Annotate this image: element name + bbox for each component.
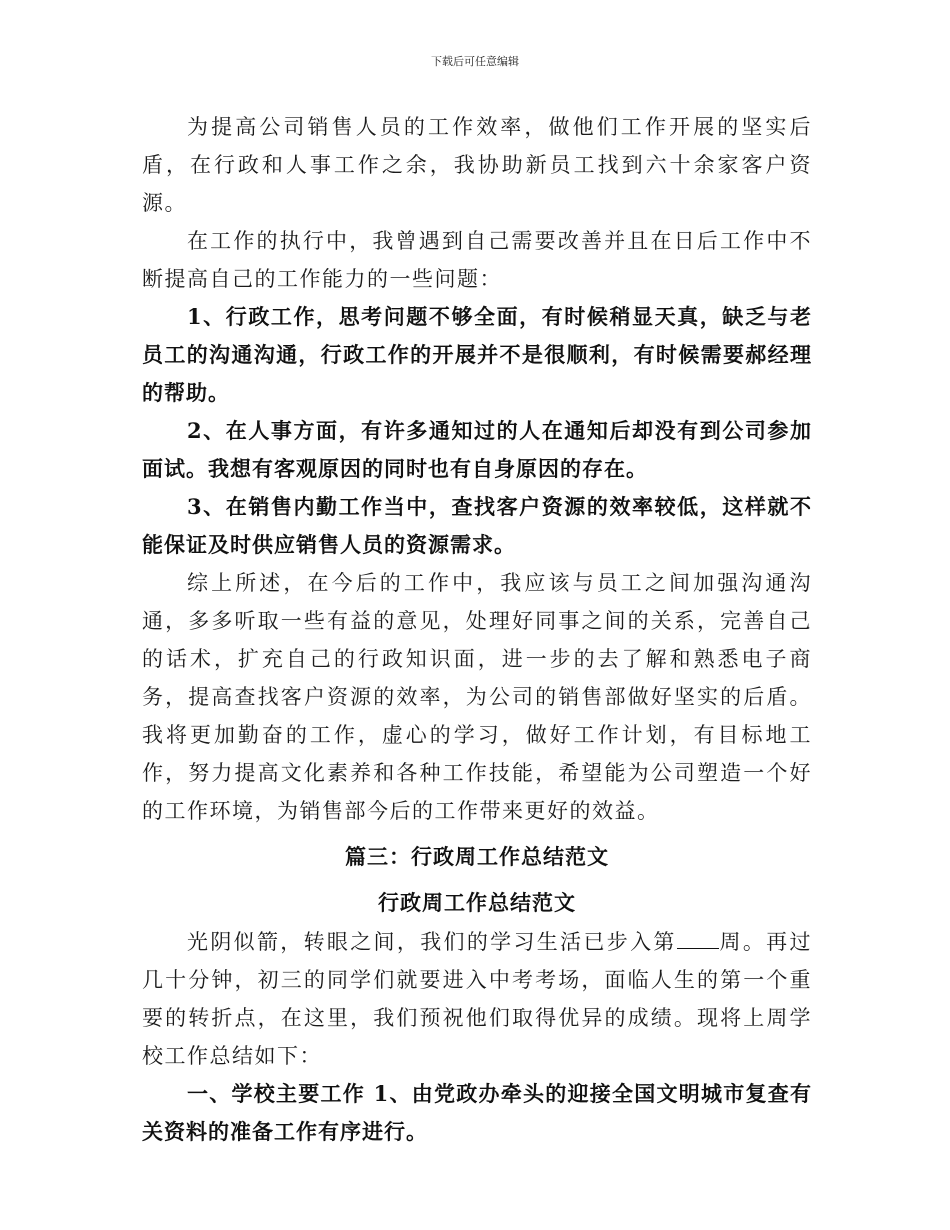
- week-intro-text-end: 周。再过几十分钟，初三的同学们就要进入中考考场，面临人生的第一个重要的转折点，在这里，我们预祝他们取得优异的成绩。现将上周学校工作总结如下：: [142, 930, 812, 1068]
- paragraph-summary: 综上所述，在今后的工作中，我应该与员工之间加强沟通沟通，多多听取一些有益的意见，处理好同事之间的关系，完善自己的话术，扩充自己的行政知识面，进一步的去了解和熟悉电子商务，提高查找客户资源的效率，为公司的销售部做好坚实的后盾。我将更加勤奋的工作，虚心的学习，做好工作计划，有目标地工作，努力提高文化素养和各种工作技能，希望能为公司塑造一个好的工作环境，为销售部今后的工作带来更好的效益。: [142, 571, 812, 823]
- article-title: 行政周工作总结范文: [378, 890, 576, 915]
- paragraph-problem-admin: 1、行政工作，思考问题不够全面，有时候稍显天真，缺乏与老员工的沟通沟通，行政工作的开展并不是很顺利，有时候需要郝经理的帮助。: [142, 304, 812, 405]
- paragraph-school-work: 一、学校主要工作 1、由党政办牵头的迎接全国文明城市复查有关资料的准备工作有序进行。: [142, 1081, 812, 1144]
- page-header: 下载后可任意编辑: [431, 55, 519, 68]
- paragraph-week-intro: [142, 922, 812, 1075]
- week-intro-text-start: 光阴似箭，转眼之间，我们的学习生活已步入第: [187, 930, 677, 954]
- paragraph-problem-hr: 2、在人事方面，有许多通知过的人在通知后却没有到公司参加面试。我想有客观原因的同时也有自身原因的存在。: [142, 418, 812, 481]
- document-body: [142, 108, 812, 1151]
- week-number-blank: [677, 922, 719, 949]
- paragraph-problem-sales: 3、在销售内勤工作当中，查找客户资源的效率较低，这样就不能保证及时供应销售人员的资源需求。: [142, 494, 812, 557]
- section-heading: 篇三：行政周工作总结范文: [345, 844, 609, 869]
- paragraph-problems-intro: 在工作的执行中，我曾遇到自己需要改善并且在日后工作中不断提高自己的工作能力的一些问题：: [142, 229, 812, 291]
- paragraph-sales-support: 为提高公司销售人员的工作效率，做他们工作开展的坚实后盾，在行政和人事工作之余，我协助新员工找到六十余家客户资源。: [142, 115, 812, 215]
